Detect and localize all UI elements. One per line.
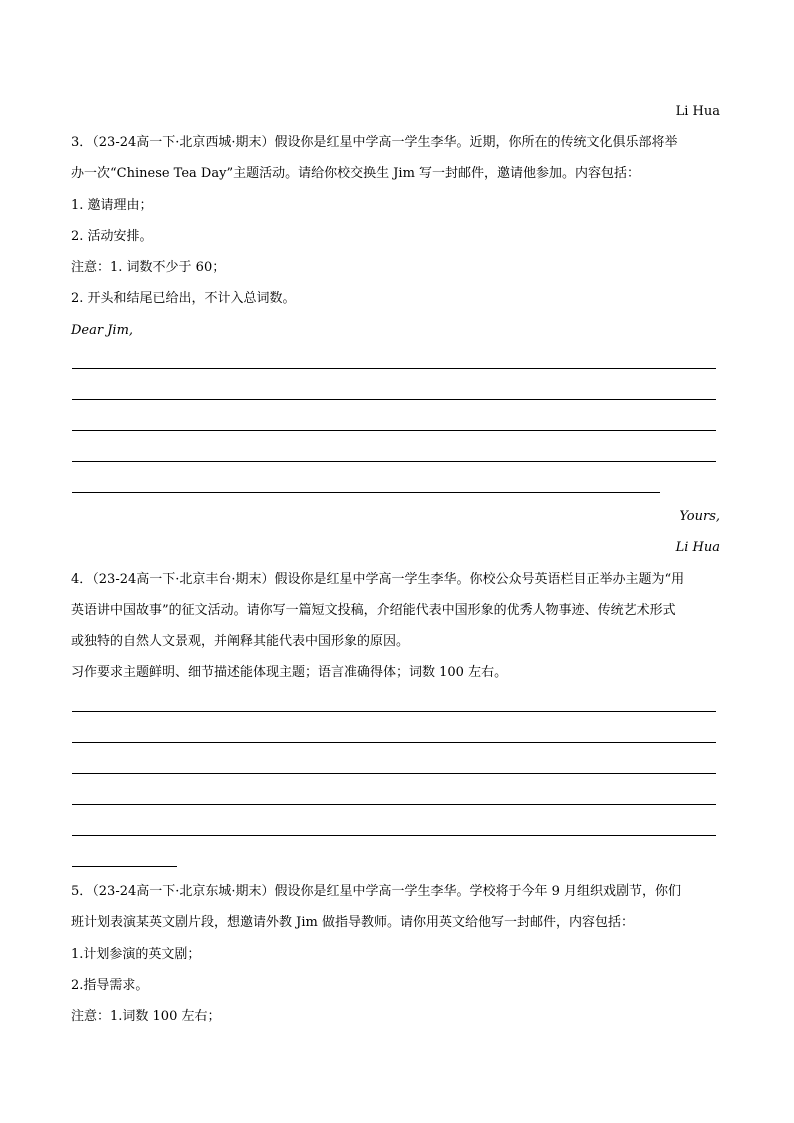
q3-answer-line-3 [72,430,716,431]
q3-answer-line-5 [72,492,660,493]
q4-prompt-line-3: 或独特的自然人文景观，并阐释其能代表中国形象的原因。 [71,634,410,649]
q4-answer-line-5 [72,835,716,836]
q5-content-item-2: 2.指导需求。 [71,978,149,993]
q3-content-item-2: 2. 活动安排。 [71,229,153,244]
q3-content-item-1: 1. 邀请理由； [71,198,153,213]
q3-answer-line-2 [72,399,716,400]
q4-answer-line-4 [72,804,716,805]
q4-requirement: 习作要求主题鲜明、细节描述能体现主题；语言准确得体；词数 100 左右。 [71,665,508,680]
q3-closing: Yours, [679,509,720,524]
top-signature: Li Hua [675,104,720,119]
q5-content-item-1: 1.计划参演的英文剧； [71,947,201,962]
q3-prompt-line-2: 办一次“Chinese Tea Day”主题活动。请给你校交换生 Jim 写一封邮件，邀请他参加。内容包括： [71,166,641,181]
q3-answer-line-4 [72,461,716,462]
q3-note-1: 注意：1. 词数不少于 60； [71,260,226,275]
q5-prompt-line-2: 班计划表演某英文剧片段，想邀请外教 Jim 做指导教师。请你用英文给他写一封邮件，内容包括： [71,915,634,930]
q3-signature: Li Hua [675,540,720,555]
q4-answer-line-2 [72,742,716,743]
q3-salutation: Dear Jim, [71,323,134,338]
q4-prompt-line-1: 4．（23-24高一下·北京丰台·期末）假设你是红星中学高一学生李华。你校公众号英语栏目正举办主题为“用 [71,572,685,587]
q4-answer-line-3 [72,773,716,774]
q3-prompt-line-1: 3．（23-24高一下·北京西城·期末）假设你是红星中学高一学生李华。近期，你所在的传统文化俱乐部将举 [71,135,678,150]
q4-answer-line-6 [72,866,177,867]
q4-prompt-line-2: 英语讲中国故事”的征文活动。请你写一篇短文投稿，介绍能代表中国形象的优秀人物事迹、传统艺术形式 [71,603,676,618]
q3-note-2: 2. 开头和结尾已给出，不计入总词数。 [71,291,296,306]
q4-answer-line-1 [72,711,716,712]
q5-note-1: 注意：1.词数 100 左右； [71,1009,221,1024]
q5-prompt-line-1: 5．（23-24高一下·北京东城·期末）假设你是红星中学高一学生李华。学校将于今年 9 月组织戏剧节，你们 [71,884,682,899]
q3-answer-line-1 [72,368,716,369]
